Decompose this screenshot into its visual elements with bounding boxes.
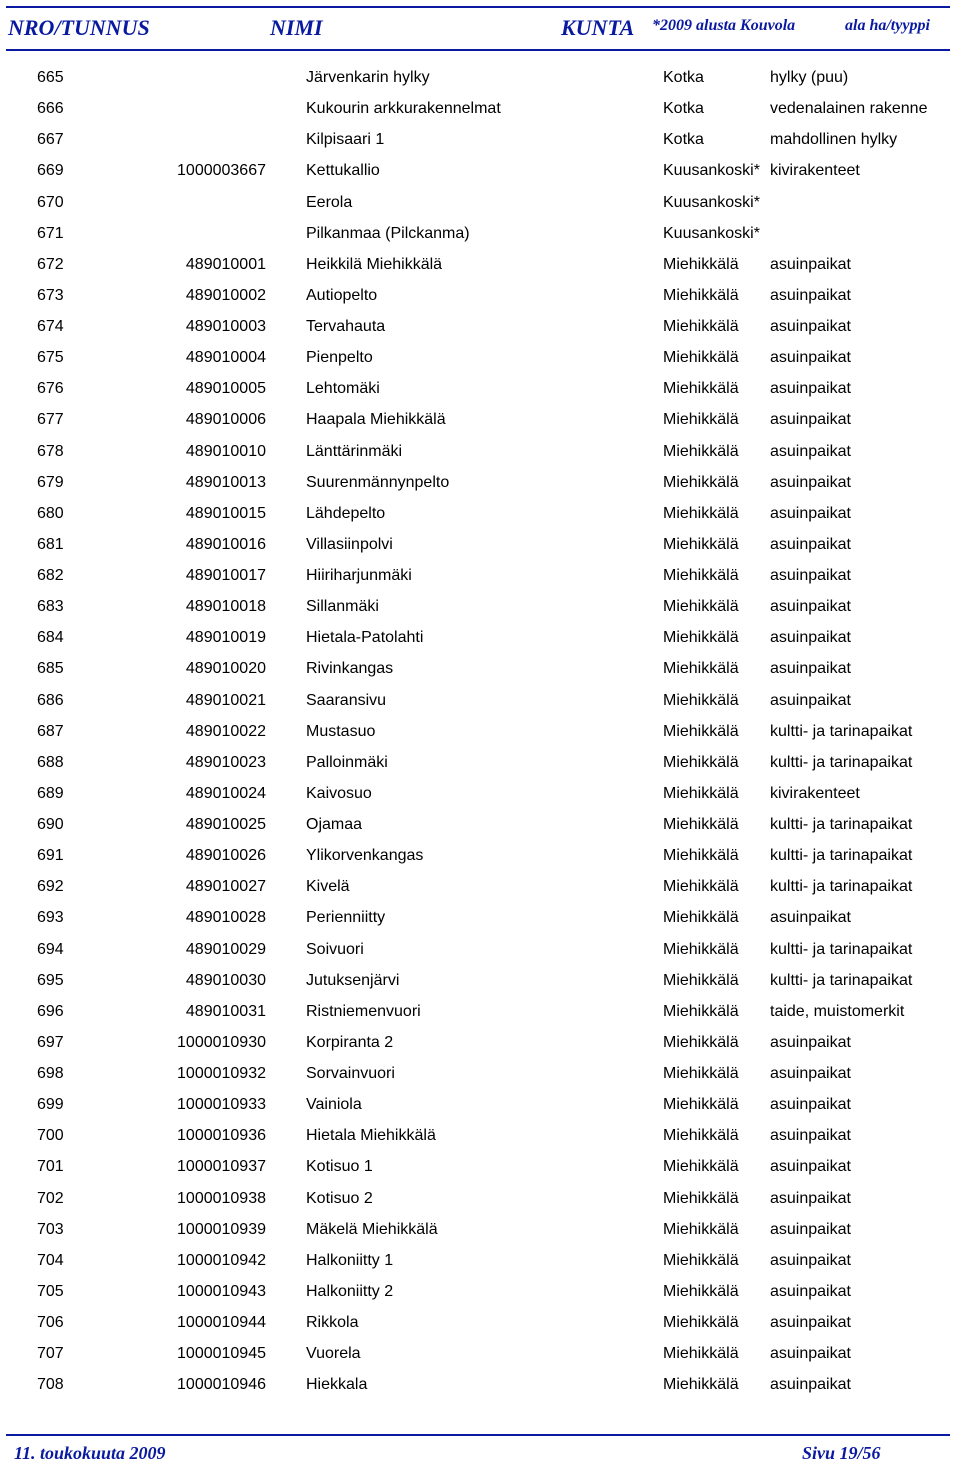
cell-tunnus: 489010023 [185,753,266,771]
cell-kunta: Miehikkälä [663,411,739,429]
cell-nro: 670 [37,193,64,211]
cell-nro: 690 [37,816,64,833]
table-row [0,373,960,404]
header-nimi: NIMI [270,15,323,40]
table-row [0,529,960,560]
cell-tunnus: 1000010933 [177,1096,266,1114]
table-row [0,1058,960,1089]
table-row [0,996,960,1027]
cell-tyyppi: asuinpaikat [770,1220,851,1238]
table-row [0,404,960,435]
cell-nro: 684 [37,629,64,647]
cell-nimi: Rivinkangas [306,660,394,678]
cell-nro: 688 [37,753,64,771]
table-row [0,591,960,622]
cell-nro: 694 [37,940,64,958]
cell-nimi: Kukourin arkkurakennelmat [306,100,501,118]
header-kunta-note: *2009 alusta Kouvola [652,17,796,34]
cell-nimi: Rikkola [306,1314,359,1331]
cell-nimi: Autiopelto [306,286,378,304]
cell-kunta: Miehikkälä [663,504,739,522]
cell-tyyppi: kultti- ja tarinapaikat [770,878,913,896]
cell-kunta: Miehikkälä [663,1345,739,1363]
cell-tunnus: 489010024 [185,784,266,802]
cell-nimi: Ristniemenvuori [306,1002,421,1020]
cell-nro: 678 [37,442,64,460]
cell-tyyppi: asuinpaikat [770,318,851,335]
cell-nimi: Vuorela [306,1345,361,1363]
cell-tunnus: 489010029 [185,940,266,958]
table-row [0,1120,960,1151]
cell-kunta: Miehikkälä [663,1189,739,1207]
cell-tyyppi: asuinpaikat [770,1314,851,1331]
header-nro-tunnus: NRO/TUNNUS [8,15,150,40]
cell-tyyppi: kivirakenteet [770,784,860,802]
cell-nro: 704 [37,1251,64,1269]
cell-kunta: Miehikkälä [663,940,739,958]
cell-tyyppi: asuinpaikat [770,1096,851,1114]
cell-nro: 685 [37,660,64,678]
table-row [0,560,960,591]
cell-nro: 683 [37,598,64,616]
cell-tunnus: 489010026 [185,847,266,865]
cell-nro: 703 [37,1220,64,1238]
cell-tyyppi: kultti- ja tarinapaikat [770,722,913,740]
cell-nro: 701 [37,1158,64,1176]
cell-tyyppi: asuinpaikat [770,1158,851,1176]
cell-kunta: Miehikkälä [663,1314,739,1331]
cell-kunta: Miehikkälä [663,473,739,491]
cell-nimi: Kotisuo 2 [306,1189,373,1207]
footer-date: 11. toukokuuta 2009 [14,1443,166,1463]
cell-kunta: Miehikkälä [663,1127,739,1145]
cell-tunnus: 1000010944 [177,1314,266,1331]
cell-nro: 707 [37,1345,64,1363]
cell-tyyppi: asuinpaikat [770,380,851,398]
cell-tyyppi: asuinpaikat [770,1251,851,1269]
cell-kunta: Miehikkälä [663,1096,739,1114]
cell-tunnus: 489010006 [185,411,266,429]
cell-tyyppi: asuinpaikat [770,1127,851,1145]
cell-tyyppi: asuinpaikat [770,1033,851,1051]
table-row [0,747,960,778]
table-row [0,436,960,467]
cell-nro: 692 [37,878,64,896]
cell-nimi: Kaivosuo [306,784,372,802]
cell-tyyppi: asuinpaikat [770,629,851,647]
cell-tunnus: 489010019 [185,629,266,647]
cell-tunnus: 489010027 [185,878,266,896]
cell-tunnus: 489010005 [185,380,266,398]
cell-nro: 674 [37,318,64,335]
table-row [0,902,960,933]
cell-tyyppi: asuinpaikat [770,660,851,678]
page-footer [0,1430,960,1468]
cell-nimi: Kivelä [306,878,350,896]
cell-nimi: Sorvainvuori [306,1065,395,1082]
cell-tyyppi: asuinpaikat [770,598,851,616]
cell-kunta: Miehikkälä [663,691,739,709]
cell-kunta: Miehikkälä [663,722,739,740]
table-row [0,778,960,809]
cell-nimi: Hietala Miehikkälä [306,1127,436,1145]
cell-tunnus: 489010004 [185,349,266,367]
cell-nro: 699 [37,1096,64,1114]
cell-tunnus: 1000010930 [177,1033,266,1051]
cell-kunta: Miehikkälä [663,598,739,616]
table-row [0,124,960,155]
cell-tyyppi: taide, muistomerkit [770,1002,905,1020]
table-row [0,965,960,996]
cell-tyyppi: asuinpaikat [770,504,851,522]
header-rule-top [6,6,950,8]
cell-nro: 676 [37,380,64,398]
cell-tyyppi: asuinpaikat [770,473,851,491]
table-row [0,1307,960,1338]
table-row [0,218,960,249]
cell-tunnus: 489010010 [185,442,266,460]
cell-nro: 691 [37,847,64,865]
cell-kunta: Miehikkälä [663,847,739,865]
cell-nimi: Perienniitty [306,909,386,927]
cell-tunnus: 489010022 [185,722,266,740]
cell-kunta: Miehikkälä [663,1065,739,1082]
table-row [0,1089,960,1120]
cell-kunta: Miehikkälä [663,878,739,896]
cell-tunnus: 489010001 [185,255,266,273]
cell-tyyppi: asuinpaikat [770,1376,851,1394]
cell-tunnus: 489010002 [185,286,266,304]
cell-nimi: Hietala-Patolahti [306,629,424,647]
footer-page-number: Sivu 19/56 [802,1443,881,1463]
cell-kunta: Kotka [663,100,704,118]
cell-tyyppi: kivirakenteet [770,162,860,180]
cell-nimi: Lehtomäki [306,380,380,398]
cell-tunnus: 489010013 [185,473,266,491]
table-row [0,653,960,684]
cell-nimi: Suurenmännynpelto [306,473,450,491]
cell-nro: 671 [37,224,64,242]
cell-kunta: Miehikkälä [663,349,739,367]
cell-nro: 708 [37,1376,64,1394]
cell-kunta: Miehikkälä [663,1158,739,1176]
cell-tunnus: 1000010945 [177,1345,266,1363]
cell-tyyppi: asuinpaikat [770,349,851,367]
table-row [0,155,960,186]
cell-tyyppi: asuinpaikat [770,691,851,709]
cell-nimi: Jutuksenjärvi [306,971,400,989]
table-row [0,1027,960,1058]
cell-tunnus: 1000010942 [177,1251,266,1269]
table-row [0,934,960,965]
footer-rule [6,1434,950,1436]
cell-nimi: Mäkelä Miehikkälä [306,1220,438,1238]
cell-kunta: Miehikkälä [663,971,739,989]
cell-tyyppi: kultti- ja tarinapaikat [770,816,913,833]
cell-tyyppi: mahdollinen hylky [770,131,898,149]
table-row [0,249,960,280]
cell-kunta: Miehikkälä [663,1282,739,1300]
cell-tunnus: 489010025 [185,816,266,833]
cell-nimi: Järvenkarin hylky [306,69,430,86]
cell-nimi: Kilpisaari 1 [306,131,385,149]
cell-tunnus: 489010021 [185,691,266,709]
cell-kunta: Miehikkälä [663,753,739,771]
cell-nimi: Halkoniitty 2 [306,1282,394,1300]
cell-nimi: Sillanmäki [306,598,379,616]
cell-kunta: Kuusankoski* [663,162,760,180]
cell-tunnus: 1000010938 [177,1189,266,1207]
cell-tyyppi: kultti- ja tarinapaikat [770,971,913,989]
cell-tyyppi: asuinpaikat [770,535,851,553]
cell-nro: 666 [37,100,64,118]
header-rule-bottom [6,49,950,51]
cell-tyyppi: asuinpaikat [770,1065,851,1082]
cell-kunta: Kotka [663,69,704,86]
cell-nro: 698 [37,1065,64,1082]
cell-tunnus: 489010016 [185,535,266,553]
cell-tunnus: 1000010939 [177,1220,266,1238]
cell-tyyppi: asuinpaikat [770,1345,851,1363]
cell-nimi: Mustasuo [306,722,376,740]
cell-nro: 680 [37,504,64,522]
cell-nimi: Eerola [306,193,353,211]
cell-nro: 706 [37,1314,64,1331]
cell-kunta: Miehikkälä [663,660,739,678]
cell-nimi: Lähdepelto [306,504,386,522]
cell-tyyppi: kultti- ja tarinapaikat [770,847,913,865]
cell-nimi: Hiekkala [306,1376,368,1394]
cell-nro: 677 [37,411,64,429]
cell-tunnus: 489010017 [185,567,266,584]
table-row [0,622,960,653]
cell-kunta: Miehikkälä [663,535,739,553]
cell-nro: 686 [37,691,64,709]
table-row [0,1338,960,1369]
page-header [0,0,960,56]
cell-kunta: Miehikkälä [663,1220,739,1238]
cell-tunnus: 1000010932 [177,1065,266,1082]
cell-kunta: Miehikkälä [663,1376,739,1394]
cell-kunta: Miehikkälä [663,1251,739,1269]
cell-nro: 679 [37,473,64,491]
cell-nro: 675 [37,349,64,367]
cell-nro: 687 [37,722,64,740]
cell-nro: 673 [37,286,64,304]
cell-tunnus: 489010030 [185,971,266,989]
cell-kunta: Miehikkälä [663,1033,739,1051]
table-row [0,685,960,716]
cell-kunta: Miehikkälä [663,816,739,833]
table-row [0,93,960,124]
cell-nimi: Vainiola [306,1096,362,1114]
table-row [0,716,960,747]
cell-kunta: Kuusankoski* [663,193,760,211]
cell-nimi: Palloinmäki [306,753,388,771]
cell-tunnus: 489010028 [185,909,266,927]
cell-nimi: Korpiranta 2 [306,1033,394,1051]
cell-kunta: Miehikkälä [663,629,739,647]
cell-nimi: Kotisuo 1 [306,1158,373,1176]
table-row [0,840,960,871]
cell-tyyppi: kultti- ja tarinapaikat [770,940,913,958]
cell-tunnus: 489010018 [185,598,266,616]
cell-nro: 669 [37,162,64,180]
cell-nro: 689 [37,784,64,802]
cell-nimi: Pilkanmaa (Pilckanma) [306,224,470,242]
cell-tyyppi: asuinpaikat [770,1189,851,1207]
cell-nimi: Kettukallio [306,162,380,180]
cell-nro: 697 [37,1033,64,1051]
table-row [0,498,960,529]
cell-tyyppi: vedenalainen rakenne [770,100,928,118]
cell-tyyppi: asuinpaikat [770,1282,851,1300]
cell-nimi: Saaransivu [306,691,387,709]
cell-kunta: Miehikkälä [663,784,739,802]
cell-tunnus: 489010015 [185,504,266,522]
table-row [0,1214,960,1245]
cell-kunta: Miehikkälä [663,318,739,335]
cell-kunta: Miehikkälä [663,380,739,398]
cell-nimi: Pienpelto [306,349,373,367]
cell-kunta: Kuusankoski* [663,224,760,242]
register-table [0,62,960,1400]
table-row [0,187,960,218]
cell-tunnus: 1000010937 [177,1158,266,1176]
cell-tyyppi: kultti- ja tarinapaikat [770,753,913,771]
cell-nimi: Halkoniitty 1 [306,1251,394,1269]
cell-nro: 682 [37,567,64,584]
cell-tyyppi: hylky (puu) [770,69,849,86]
header-tyyppi: ala ha/tyyppi [845,17,930,34]
cell-tunnus: 1000003667 [177,162,266,180]
cell-kunta: Kotka [663,131,704,149]
cell-nimi: Ojamaa [306,816,363,833]
cell-tunnus: 1000010943 [177,1282,266,1300]
cell-nro: 700 [37,1127,64,1145]
table-row [0,1151,960,1182]
cell-nimi: Hiiriharjunmäki [306,567,412,584]
table-row [0,1276,960,1307]
cell-nro: 702 [37,1189,64,1207]
cell-nimi: Ylikorvenkangas [306,847,424,865]
cell-nro: 681 [37,535,64,553]
cell-nro: 705 [37,1282,64,1300]
table-row [0,1183,960,1214]
cell-tyyppi: asuinpaikat [770,909,851,927]
cell-nimi: Länttärinmäki [306,442,403,460]
cell-nimi: Heikkilä Miehikkälä [306,255,443,273]
cell-nro: 693 [37,909,64,927]
cell-tyyppi: asuinpaikat [770,286,851,304]
table-row [0,342,960,373]
cell-kunta: Miehikkälä [663,255,739,273]
cell-kunta: Miehikkälä [663,1002,739,1020]
table-row [0,1369,960,1400]
cell-nimi: Soivuori [306,940,364,958]
cell-nro: 695 [37,971,64,989]
header-kunta: KUNTA [561,15,635,40]
cell-kunta: Miehikkälä [663,286,739,304]
cell-nro: 665 [37,69,64,86]
cell-nro: 667 [37,131,64,149]
table-row [0,280,960,311]
cell-nimi: Villasiinpolvi [306,535,393,553]
cell-nro: 696 [37,1002,64,1020]
cell-kunta: Miehikkälä [663,909,739,927]
table-row [0,1245,960,1276]
cell-kunta: Miehikkälä [663,442,739,460]
cell-tyyppi: asuinpaikat [770,255,851,273]
cell-tunnus: 489010031 [185,1002,266,1020]
cell-tunnus: 1000010936 [177,1127,266,1145]
cell-nimi: Haapala Miehikkälä [306,411,446,429]
cell-tyyppi: asuinpaikat [770,411,851,429]
table-row [0,467,960,498]
cell-tunnus: 1000010946 [177,1376,266,1394]
cell-tunnus: 489010020 [185,660,266,678]
cell-tyyppi: asuinpaikat [770,567,851,584]
cell-nimi: Tervahauta [306,318,386,335]
cell-kunta: Miehikkälä [663,567,739,584]
table-row [0,809,960,840]
table-row [0,871,960,902]
cell-tunnus: 489010003 [185,318,266,335]
cell-nro: 672 [37,255,64,273]
cell-tyyppi: asuinpaikat [770,442,851,460]
table-row [0,311,960,342]
table-row [0,62,960,93]
